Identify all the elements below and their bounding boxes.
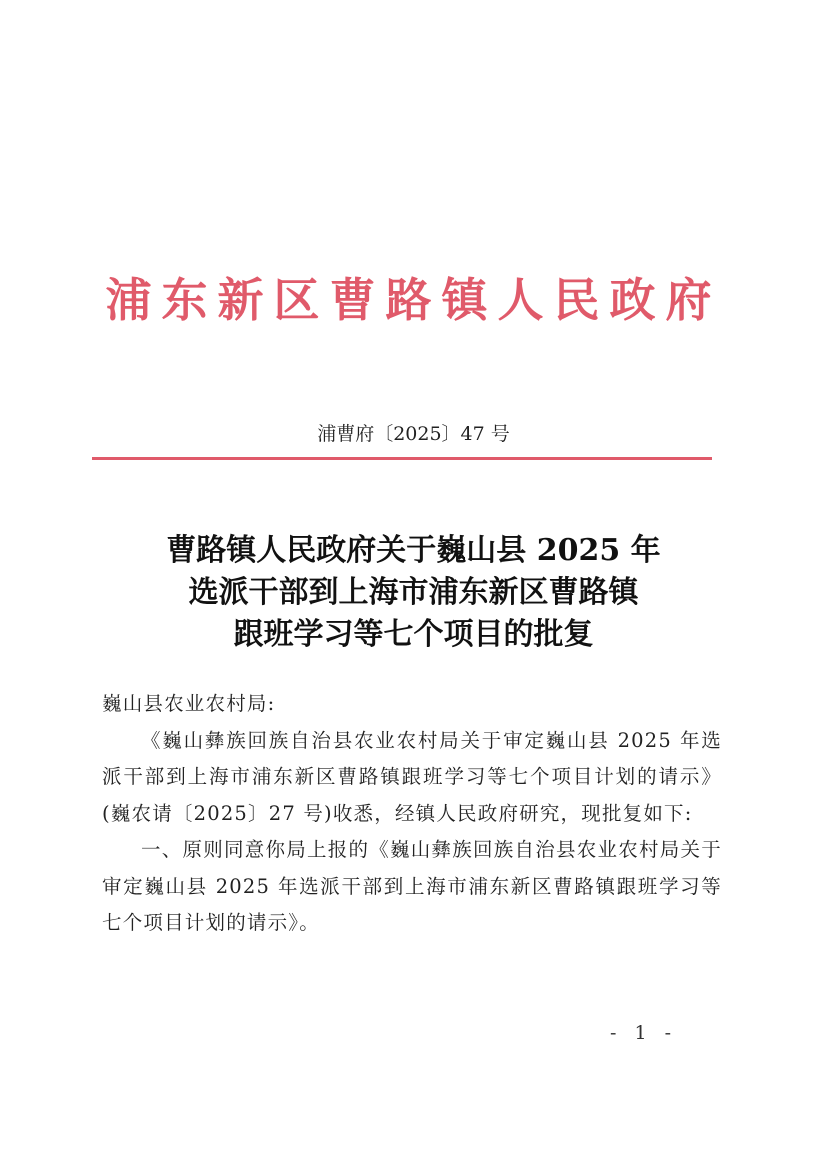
- document-number: 浦曹府〔2025〕47 号: [317, 423, 510, 445]
- agency-header: 浦东新区曹路镇人民政府: [105, 273, 722, 327]
- page-number: - 1 -: [610, 1022, 678, 1044]
- body-paragraph: 《巍山彝族回族自治县农业农村局关于审定巍山县 2025 年选派干部到上海市浦东新区曹路镇跟班学习等七个项目计划的请示》(巍农请〔2025〕27 号)收悉，经镇人民政府研究，现批复如下:: [102, 728, 722, 825]
- document-body: [102, 686, 722, 942]
- document-title: [0, 530, 827, 656]
- title-line-1: 曹路镇人民政府关于巍山县 2025 年: [166, 533, 661, 568]
- red-divider-line: [92, 457, 712, 460]
- salutation: 巍山县农业农村局:: [102, 692, 276, 715]
- title-line-3: 跟班学习等七个项目的批复: [233, 617, 594, 652]
- body-paragraph: 一、原则同意你局上报的《巍山彝族回族自治县农业农村局关于审定巍山县 2025 年选派干部到上海市浦东新区曹路镇跟班学习等七个项目计划的请示》。: [102, 838, 722, 934]
- title-line-2: 选派干部到上海市浦东新区曹路镇: [188, 575, 639, 610]
